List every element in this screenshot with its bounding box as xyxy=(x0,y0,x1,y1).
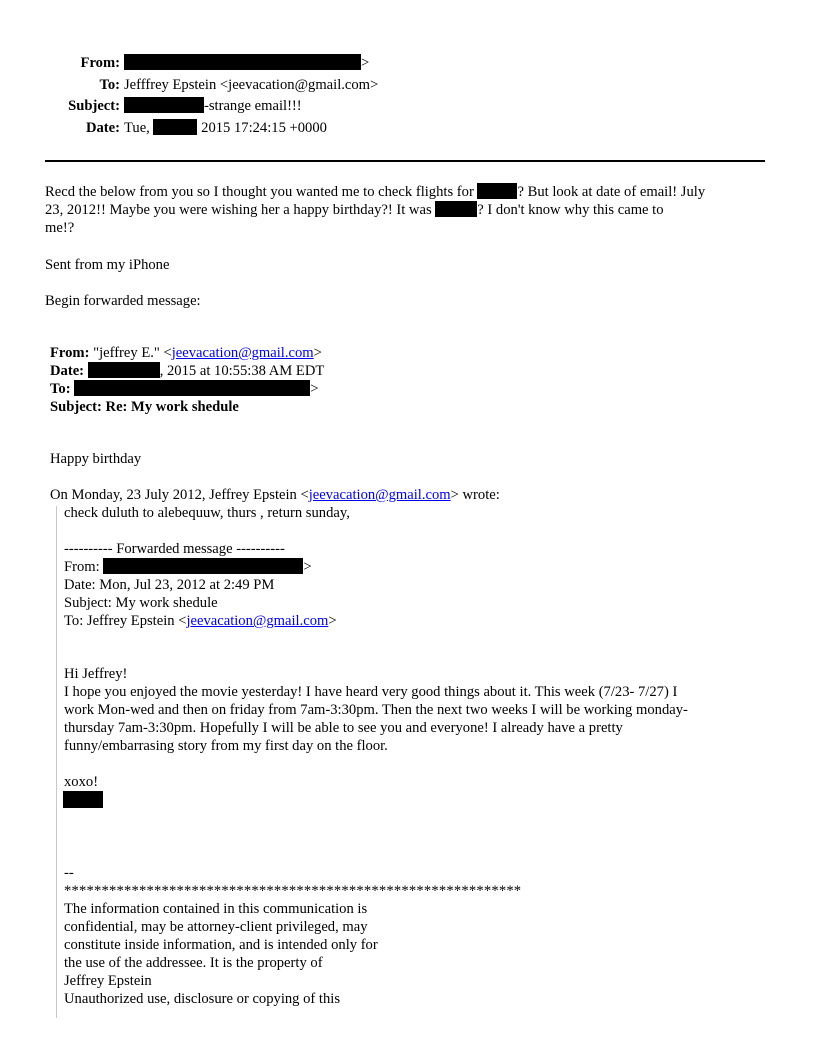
quote-msg-line: thursday 7am-3:30pm. Hopefully I will be able to see you and everyone! I already have a pretty xyxy=(64,720,623,736)
quoted-message-body xyxy=(64,665,688,791)
disclaimer xyxy=(64,864,521,1008)
redaction-box xyxy=(74,380,310,396)
disclaimer-line: the use of the addressee. It is the property of xyxy=(64,955,323,971)
email-link[interactable]: jeevacation@gmail.com xyxy=(308,487,451,503)
header-divider xyxy=(45,160,765,162)
quote-subject: Subject: My work shedule xyxy=(64,595,218,611)
fwd-from-close: > xyxy=(313,345,322,361)
quote-from-suffix: > xyxy=(303,559,312,575)
quote-to-text: > xyxy=(328,613,337,629)
disclaimer-line: confidential, may be attorney-client privileged, may xyxy=(64,919,368,935)
quote-to-text: To: Jeffrey Epstein < xyxy=(64,613,187,629)
header-date-label: Date: xyxy=(85,119,120,136)
header-date-row xyxy=(48,119,378,141)
redaction-box xyxy=(124,54,361,70)
fwd-to-suffix: > xyxy=(310,381,319,397)
fwd-date-value: , 2015 at 10:55:38 AM EDT xyxy=(159,363,325,379)
header-from-label: From: xyxy=(80,55,120,71)
quote-blank xyxy=(64,522,350,540)
body-text: me!? xyxy=(45,220,75,236)
quote-bar xyxy=(56,506,57,1018)
quote-msg-line: I hope you enjoyed the movie yesterday! I have heard very good things about it. This week (7/23- 7/27) I xyxy=(64,684,678,700)
fwd-date-row xyxy=(50,362,324,380)
quote-msg-line: funny/embarrasing story from my first day on the floor. xyxy=(64,738,388,754)
quote-date: Date: Mon, Jul 23, 2012 at 2:49 PM xyxy=(64,577,275,593)
disclaimer-line: Unauthorized use, disclosure or copying of this xyxy=(64,991,341,1007)
sent-from-line: Sent from my iPhone xyxy=(45,257,170,273)
quoted-message xyxy=(64,504,350,630)
sig-dash: -- xyxy=(64,865,74,881)
body-line xyxy=(45,219,705,237)
quote-greeting: Hi Jeffrey! xyxy=(64,666,128,682)
begin-forwarded-line: Begin forwarded message: xyxy=(45,293,201,309)
header-subject-suffix: -strange email!!! xyxy=(204,98,302,114)
header-to-row xyxy=(48,76,378,98)
body-text: ? I don't know why this came to xyxy=(477,202,664,218)
header-to-label: To: xyxy=(99,76,120,93)
redaction-box xyxy=(63,791,103,808)
quote-from-row xyxy=(64,558,350,576)
redaction-box xyxy=(103,558,303,574)
fwd-from-label: From: xyxy=(50,345,90,361)
body-text: Recd the below from you so I thought you wanted me to check flights for xyxy=(45,184,474,200)
disclaimer-line: constitute inside information, and is intended only for xyxy=(64,937,378,953)
disclaimer-line: The information contained in this communication is xyxy=(64,901,368,917)
fwd-body-text: Happy birthday xyxy=(50,451,142,467)
quote-fwd-header: ---------- Forwarded message ---------- xyxy=(64,541,285,557)
redaction-box xyxy=(153,119,197,135)
header-subject-row xyxy=(48,97,378,119)
wrote-line xyxy=(50,486,500,504)
header-date-suffix: 2015 17:24:15 +0000 xyxy=(201,119,327,136)
quote-signoff: xoxo! xyxy=(64,774,99,790)
wrote-text: On Monday, 23 July 2012, Jeffrey Epstein < xyxy=(50,487,309,503)
email-header xyxy=(48,54,378,140)
header-from-row xyxy=(48,54,378,76)
fwd-from-value: "jeffrey E." < xyxy=(93,345,172,361)
quote-msg-line: work Mon-wed and then on friday from 7am-3:30pm. Then the next two weeks I will be working monday- xyxy=(64,702,688,718)
body-line xyxy=(45,201,705,219)
wrote-text: > wrote: xyxy=(450,487,500,503)
redaction-box xyxy=(477,183,517,199)
quote-from-label: From: xyxy=(64,559,100,575)
disclaimer-line: Jeffrey Epstein xyxy=(64,973,152,989)
body-text: 23, 2012!! Maybe you were wishing her a happy birthday?! It was xyxy=(45,202,432,218)
forwarded-header xyxy=(50,344,324,416)
fwd-subject: Subject: Re: My work shedule xyxy=(50,399,239,415)
sig-stars: ************************************************************* xyxy=(64,883,522,899)
header-from-suffix: > xyxy=(361,55,370,71)
message-body xyxy=(45,183,705,237)
header-to-value: Jefffrey Epstein <jeevacation@gmail.com> xyxy=(124,76,379,93)
quote-line: check duluth to alebequuw, thurs , return sunday, xyxy=(64,505,350,521)
header-date-prefix: Tue, xyxy=(124,119,150,136)
redaction-box xyxy=(124,97,204,113)
redaction-box xyxy=(88,362,160,378)
header-subject-label: Subject: xyxy=(68,98,120,114)
fwd-to-label: To: xyxy=(50,381,71,397)
body-line xyxy=(45,183,705,201)
quote-to-row xyxy=(64,612,350,630)
quote-blank xyxy=(64,755,688,773)
fwd-subject-row xyxy=(50,398,324,416)
fwd-to-row xyxy=(50,380,324,398)
email-link[interactable]: jeevacation@gmail.com xyxy=(171,345,314,361)
fwd-from-row xyxy=(50,344,324,362)
redaction-box xyxy=(435,201,477,217)
email-link[interactable]: jeevacation@gmail.com xyxy=(186,613,329,629)
fwd-date-label: Date: xyxy=(50,363,85,379)
body-text: ? But look at date of email! July xyxy=(517,184,706,200)
